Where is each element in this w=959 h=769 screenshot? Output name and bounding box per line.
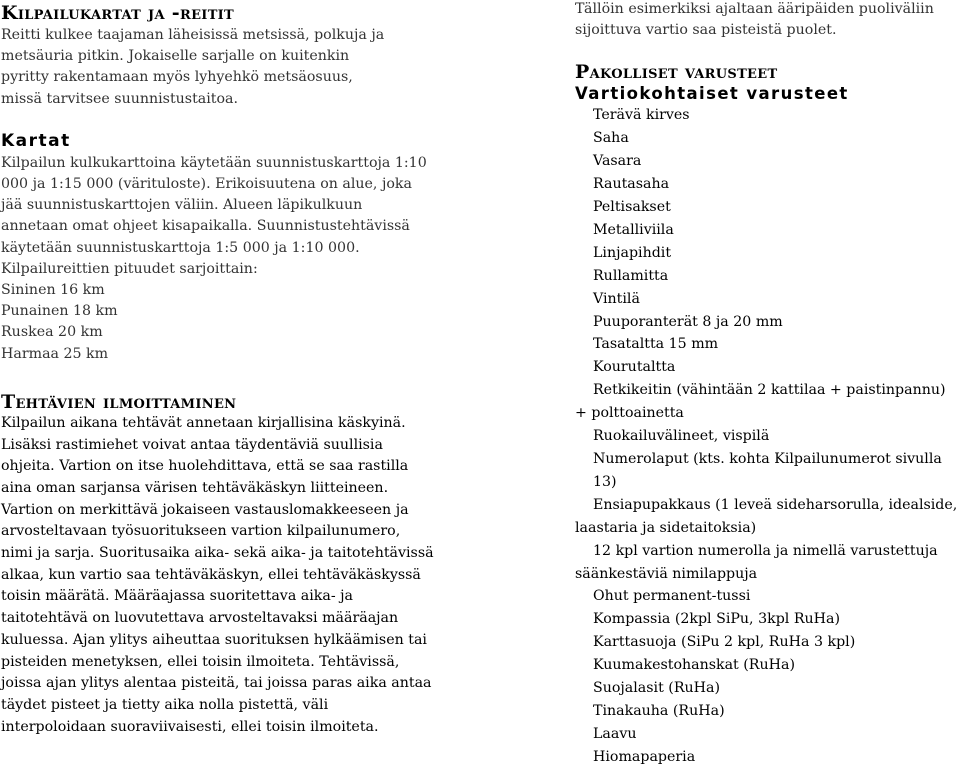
equipment-item: Vintilä: [593, 290, 640, 307]
left-column: [0, 0, 470, 738]
tasks-line: joissa ajan ylitys alentaa pisteitä, tai joissa paras aika antaa: [1, 675, 432, 692]
route-length-punainen: Punainen 18 km: [1, 303, 118, 320]
equipment-item: Terävä kirves: [593, 107, 690, 124]
section-heading-routes: Kilpailukartat ja -reitit: [1, 2, 235, 24]
tasks-line: nimi ja sarja. Suoritusaika aika- sekä aika- ja taitotehtävissä: [1, 545, 434, 562]
tasks-line: Lisäksi rastimiehet voivat antaa täydentäviä suullisia: [1, 436, 383, 453]
tasks-line: interpoloidaan suoraviivaisesti, ellei toisin ilmoiteta.: [1, 718, 379, 735]
route-length-harmaa: Harmaa 25 km: [1, 345, 109, 362]
tasks-line: Kilpailun aikana tehtävät annetaan kirjallisina käskyinä.: [1, 414, 406, 431]
maps-paragraph: [1, 153, 470, 365]
equipment-item: Tasataltta 15 mm: [593, 336, 719, 353]
equipment-item: Rullamitta: [593, 267, 669, 284]
maps-line: annetaan omat ohjeet kisapaikalla. Suunnistustehtävissä: [1, 218, 410, 235]
tasks-paragraph: [1, 413, 470, 739]
tasks-line: Vartion on merkittävä jokaiseen vastauslomakkeeseen ja: [1, 501, 409, 518]
maps-line: jää suunnistuskarttojen väliin. Alueen läpikulkuun: [1, 197, 363, 214]
equipment-item: Peltisakset: [593, 199, 671, 216]
equipment-item: Hiomapaperia: [593, 748, 696, 765]
equipment-item: Kourutaltta: [593, 359, 676, 376]
maps-line: käytetään suunnistuskarttoja 1:5 000 ja 1:10 000.: [1, 239, 360, 256]
intro-line: Tällöin esimerkiksi ajaltaan ääripäiden puoliväliin: [575, 1, 934, 17]
tasks-line: pisteiden menetyksen, ellei toisin ilmoiteta. Tehtävissä,: [1, 653, 400, 670]
tasks-line: täydet pisteet ja tietty aika nolla pistettä, väli: [1, 696, 329, 713]
equipment-list: [575, 104, 959, 768]
equipment-item: Metalliviila: [593, 221, 674, 238]
section-heading-maps: Kartat: [1, 130, 71, 151]
route-length-sininen: Sininen 16 km: [1, 282, 105, 299]
equipment-item: Laavu: [593, 725, 637, 742]
equipment-item: Saha: [593, 130, 629, 147]
equipment-item: Linjapihdit: [593, 244, 672, 261]
tasks-line: kuluessa. Ajan ylitys aiheuttaa suorituksen hylkäämisen tai: [1, 631, 427, 648]
equipment-item: Ruokailuvälineet, vispilä: [593, 428, 770, 445]
routes-paragraph: Reitti kulkee taajaman läheisissä metsissä, polkuja ja metsäuria pitkin. Jokaiselle sarjalle on kuitenkin pyritty rakentamaan myös lyhyehkö metsäosuus, missä tarvitsee suunnistustaitoa.: [1, 27, 385, 107]
equipment-item: 12 kpl vartion numerolla ja nimellä varustettuja säänkestäviä nimilappuja: [575, 542, 938, 582]
equipment-item: Retkikeitin (vähintään 2 kattilaa + paistinpannu) + polttoainetta: [575, 382, 946, 422]
intro-line: sijoittuva vartio saa pisteistä puolet.: [575, 22, 837, 39]
maps-line: Kilpailureittien pituudet sarjoittain:: [1, 260, 258, 277]
route-length-ruskea: Ruskea 20 km: [1, 324, 103, 341]
tasks-line: toisin määrätä. Määräajassa suoritettava aika- ja: [1, 588, 353, 605]
tasks-line: arvosteltavaan työsuoritukseen vartion kilpailunumero,: [1, 523, 401, 540]
equipment-item: Ohut permanent-tussi: [593, 588, 751, 605]
equipment-item: Suojalasit (RuHa): [593, 680, 721, 697]
right-column: [575, 0, 959, 769]
section-subheading-team-equipment: Vartiokohtaiset varusteet: [575, 84, 849, 104]
equipment-item: Kuumakestohanskat (RuHa): [593, 657, 795, 674]
equipment-item: Tinakauha (RuHa): [593, 702, 725, 719]
equipment-item: Puuporanterät 8 ja 20 mm: [593, 313, 783, 330]
tasks-line: taitotehtävä on luovutettava arvosteltavaksi määräajan: [1, 610, 399, 627]
equipment-item: Kompassia (2kpl SiPu, 3kpl RuHa): [593, 611, 841, 628]
equipment-item: Numerolaput (kts. kohta Kilpailunumerot sivulla 13): [593, 451, 942, 490]
maps-line: 000 ja 1:15 000 (värituloste). Erikoisuutena on alue, joka: [1, 176, 412, 193]
equipment-item: Ensiapupakkaus (1 leveä sideharsorulla, idealside, laastaria ja sidetaitoksia): [575, 496, 958, 536]
tasks-line: aina oman sarjansa värisen tehtäväkäskyn liitteineen.: [1, 479, 389, 496]
tasks-line: ohjeita. Vartion on itse huolehdittava, että se saa rastilla: [1, 458, 409, 475]
equipment-item: Karttasuoja (SiPu 2 kpl, RuHa 3 kpl): [593, 634, 856, 651]
section-heading-tasks: Tehtävien ilmoittaminen: [1, 390, 237, 413]
tasks-line: alkaa, kun vartio saa tehtäväkäskyn, ellei tehtäväkäskyssä: [1, 566, 421, 583]
section-heading-equipment: Pakolliset varusteet: [575, 61, 778, 84]
maps-line: Kilpailun kulkukarttoina käytetään suunnistuskarttoja 1:10: [1, 154, 427, 171]
equipment-item: Rautasaha: [593, 176, 670, 193]
equipment-item: Vasara: [593, 153, 642, 170]
